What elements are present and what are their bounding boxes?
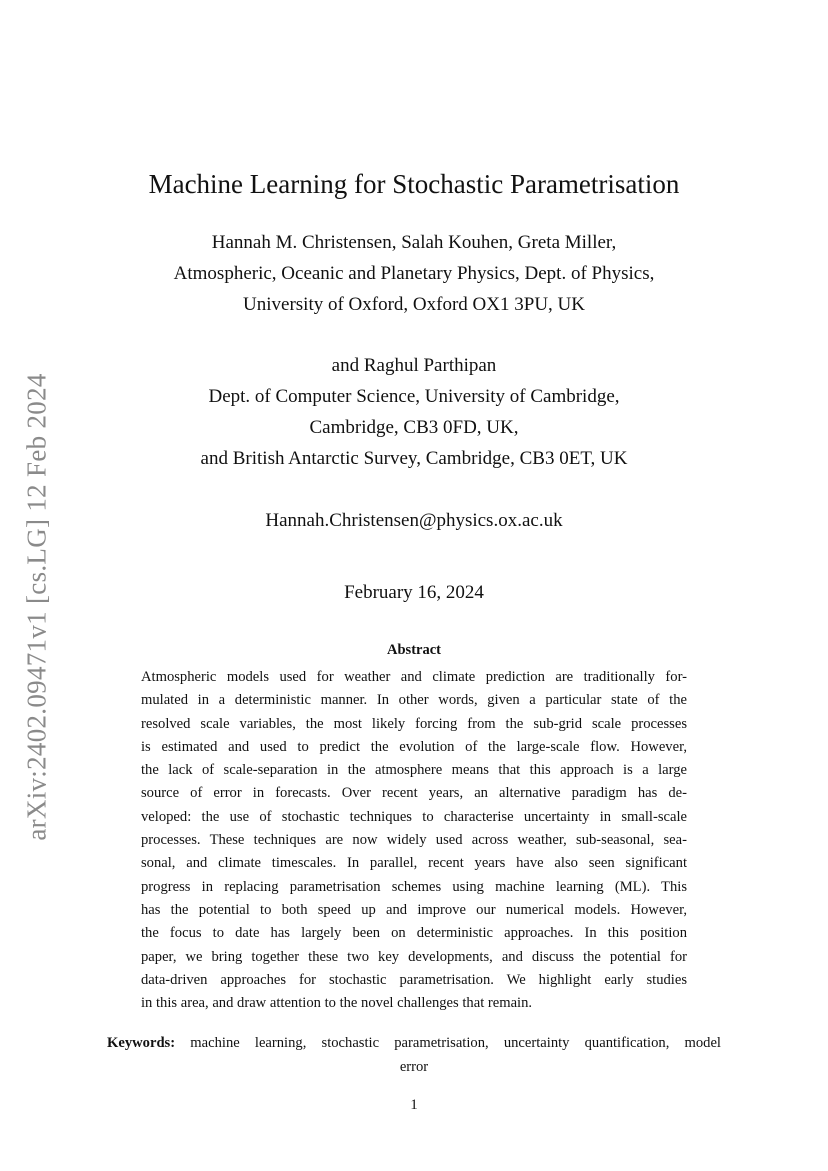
affiliation-line: and British Antarctic Survey, Cambridge, CB3 0ET, UK (200, 448, 628, 469)
abstract-line: processes. These techniques are now widely used across weather, sub-seasonal, sea- (141, 832, 687, 849)
abstract-heading: Abstract (387, 642, 441, 658)
author-line: and Raghul Parthipan (331, 355, 497, 376)
page-number: 1 (410, 1097, 418, 1113)
affiliation-line: Cambridge, CB3 0FD, UK, (309, 417, 519, 438)
affiliation-line: Dept. of Computer Science, University of Cambridge, (208, 386, 620, 407)
author-affiliation-block-2 (0, 350, 828, 474)
author-affiliation-block-1 (0, 227, 828, 320)
email-text: Hannah.Christensen@physics.ox.ac.uk (265, 510, 563, 531)
paper-title: Machine Learning for Stochastic Parametrisation (148, 169, 680, 199)
keywords-text: machine learning, stochastic parametrisation, uncertainty quantification, model (190, 1035, 721, 1051)
abstract-line: mulated in a deterministic manner. In other words, given a particular state of the (141, 692, 687, 709)
abstract-line: sonal, and climate timescales. In parallel, recent years have also seen significant (141, 855, 687, 872)
abstract-line: data-driven approaches for stochastic parametrisation. We highlight early studies (141, 971, 687, 988)
keywords-line (107, 1031, 721, 1055)
affiliation-line: University of Oxford, Oxford OX1 3PU, UK (243, 294, 585, 315)
abstract-line: the focus to date has largely been on deterministic approaches. In this position (141, 925, 687, 942)
author-line: Hannah M. Christensen, Salah Kouhen, Greta Miller, (211, 232, 617, 253)
abstract-line: the lack of scale-separation in the atmosphere means that this approach is a large (141, 762, 687, 779)
abstract-line: resolved scale variables, the most likely forcing from the sub-grid scale processes (141, 715, 687, 732)
keywords-continuation: error (399, 1059, 429, 1075)
contact-email (0, 505, 828, 536)
arxiv-identifier: arXiv:2402.09471v1 [cs.LG] 12 Feb 2024 (21, 373, 52, 841)
abstract-line: paper, we bring together these two key developments, and discuss the potential for (141, 948, 687, 965)
abstract-line: source of error in forecasts. Over recent years, an alternative paradigm has de- (141, 785, 687, 802)
abstract-line: has the potential to both speed up and improve our numerical models. However, (141, 901, 687, 918)
keywords-section (107, 1031, 721, 1079)
abstract-body (141, 666, 687, 1015)
abstract-line: progress in replacing parametrisation schemes using machine learning (ML). This (141, 878, 687, 895)
abstract-line: veloped: the use of stochastic techniques to characterise uncertainty in small-scale (141, 808, 687, 825)
paper-date (0, 577, 828, 608)
abstract-line: is estimated and used to predict the evolution of the large-scale flow. However, (141, 738, 687, 755)
date-text: February 16, 2024 (344, 582, 484, 603)
abstract-line: Atmospheric models used for weather and climate prediction are traditionally for- (141, 669, 687, 685)
affiliation-line: Atmospheric, Oceanic and Planetary Physics, Dept. of Physics, (173, 263, 655, 284)
abstract-line: in this area, and draw attention to the novel challenges that remain. (141, 995, 533, 1012)
keywords-label: Keywords: (107, 1035, 176, 1051)
